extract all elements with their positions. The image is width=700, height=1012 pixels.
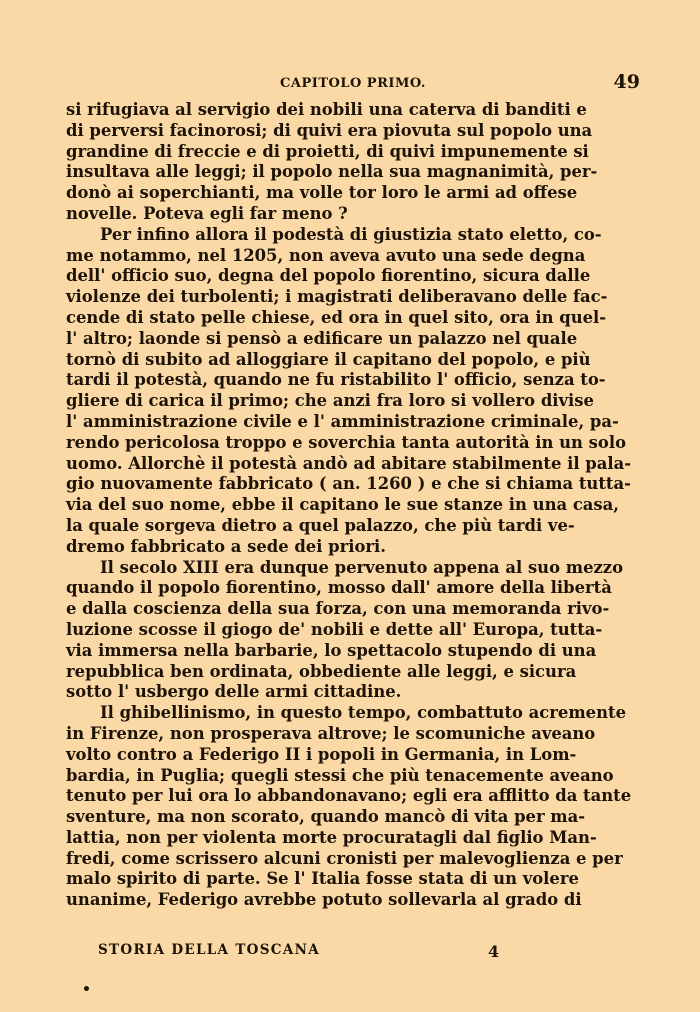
text-line: tardi il potestà, quando ne fu ristabilito l' officio, senza to-	[66, 370, 606, 390]
text-line: tenuto per lui ora lo abbandonavano; egli era afflitto da tante	[66, 786, 632, 806]
text-line: bardia, in Puglia; quegli stessi che più tenacemente aveano	[66, 765, 614, 785]
footer-title: STORIA DELLA TOSCANA	[98, 942, 321, 958]
text-line: in Firenze, non prosperava altrove; le scomuniche aveano	[66, 723, 596, 743]
text-line: sotto l' usbergo delle armi cittadine.	[66, 682, 402, 702]
text-line: gliere di carica il primo; che anzi fra loro si vollero divise	[66, 391, 594, 411]
text-line: quando il popolo fiorentino, mosso dall' amore della libertà	[66, 578, 612, 598]
text-line: tornò di subito ad alloggiare il capitano del popolo, e più	[66, 349, 591, 369]
text-line: novelle. Poteva egli far meno ?	[66, 203, 348, 223]
text-line: si rifugiava al servigio dei nobili una caterva di banditi e	[66, 100, 587, 119]
text-line: fredi, come scrissero alcuni cronisti per malevoglienza e per	[66, 848, 623, 868]
text-line: di perversi facinorosi; di quivi era piovuta sul popolo una	[66, 120, 593, 140]
text-line: via del suo nome, ebbe il capitano le sue stanze in una casa,	[66, 495, 619, 515]
text-line: la quale sorgeva dietro a quel palazzo, che più tardi ve-	[66, 515, 575, 535]
text-line: unanime, Federigo avrebbe potuto sollevarla al grado di	[66, 890, 582, 910]
text-line: malo spirito di parte. Se l' Italia fosse stata di un volere	[66, 869, 579, 889]
text-line: gio nuovamente fabbricato ( an. 1260 ) e che si chiama tutta-	[66, 474, 631, 494]
text-line: volto contro a Federigo II i popoli in Germania, in Lom-	[66, 744, 577, 764]
body-text	[66, 100, 632, 911]
text-line: Il ghibellinismo, in questo tempo, combattuto acremente	[100, 703, 627, 723]
text-line: donò ai soperchianti, ma volle tor loro le armi ad offese	[66, 183, 578, 203]
text-line: Per infino allora il podestà di giustizia stato eletto, co-	[100, 224, 602, 244]
text-line: l' altro; laonde si pensò a edificare un palazzo nel quale	[66, 328, 578, 348]
text-line: insultava alle leggi; il popolo nella sua magnanimità, per-	[66, 162, 598, 182]
signature-mark: 4	[488, 942, 500, 961]
page-number: 49	[613, 71, 640, 93]
text-line: repubblica ben ordinata, obbediente alle leggi, e sicura	[66, 661, 577, 681]
text-line: grandine di freccie e di proietti, di quivi impunemente si	[66, 141, 589, 161]
text-line: lattia, non per violenta morte procuratagli dal figlio Man-	[66, 827, 597, 847]
text-line: me notammo, nel 1205, non aveva avuto una sede degna	[66, 245, 586, 265]
text-line: uomo. Allorchè il potestà andò ad abitare stabilmente il pala-	[66, 453, 632, 473]
text-line: rendo pericolosa troppo e soverchia tanta autorità in un solo	[66, 432, 627, 452]
text-line: via immersa nella barbarie, lo spettacolo stupendo di una	[66, 640, 597, 660]
text-line: l' amministrazione civile e l' amministrazione criminale, pa-	[66, 411, 619, 431]
running-title: CAPITOLO PRIMO.	[280, 76, 426, 91]
text-line: luzione scosse il giogo de' nobili e dette all' Europa, tutta-	[66, 619, 603, 639]
text-line: dremo fabbricato a sede dei priori.	[66, 536, 386, 556]
text-line: Il secolo XIII era dunque pervenuto appena al suo mezzo	[100, 557, 624, 577]
ink-dot	[84, 986, 89, 991]
text-line: e dalla coscienza della sua forza, con una memoranda rivo-	[66, 599, 610, 619]
text-line: sventure, ma non scorato, quando mancò di vita per ma-	[66, 807, 586, 827]
text-line: dell' officio suo, degna del popolo fiorentino, sicura dalle	[66, 266, 591, 286]
text-line: cende di stato pelle chiese, ed ora in quel sito, ora in quel-	[66, 307, 607, 327]
page-footer	[98, 942, 498, 964]
running-head	[66, 71, 640, 98]
text-line: violenze dei turbolenti; i magistrati deliberavano delle fac-	[66, 287, 608, 307]
